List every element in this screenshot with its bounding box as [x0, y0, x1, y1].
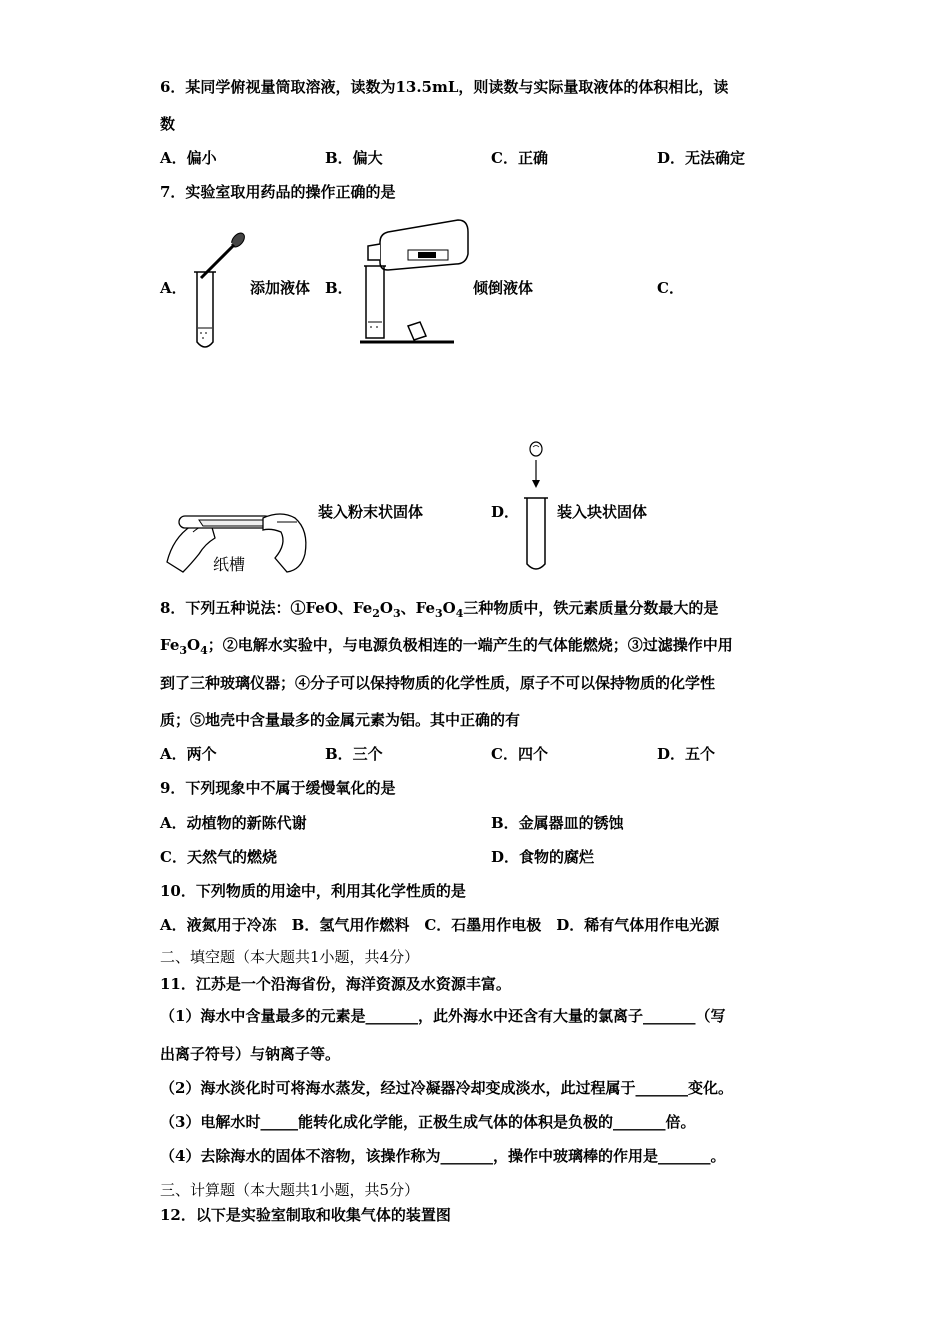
q7-caption-c: 装入粉末状固体	[318, 503, 424, 521]
q8-option-a: A．两个	[160, 745, 217, 763]
q7-label-d: D．	[491, 503, 520, 521]
q11-stem: 11．江苏是一个沿海省份，海洋资源及水资源丰富。	[160, 975, 511, 993]
section-3-heading: 三、计算题（本大题共1小题，共5分）	[160, 1181, 420, 1199]
q6-option-c: C．正确	[491, 149, 548, 167]
q11-part4: （4）去除海水的固体不溶物，该操作称为_______，操作中玻璃棒的作用是_______。	[160, 1147, 726, 1165]
q9-option-a: A．动植物的新陈代谢	[160, 814, 307, 832]
q8-stem-line2: $Fe_3O_4$；②电解水实验中，与电源负极相连的一端产生的气体能燃烧；③过滤操作中用	[160, 636, 733, 657]
q7-caption-a: 添加液体	[250, 279, 311, 297]
q10-options: A．液氮用于冷冻 B．氢气用作燃料 C．石墨用作电极 D．稀有气体用作电光源	[160, 916, 720, 934]
q7-stem: 7．实验室取用药品的操作正确的是	[160, 183, 396, 201]
q7-label-c: C．	[657, 279, 684, 297]
q8-option-c: C．四个	[491, 745, 548, 763]
q8-stem-line3: 到了三种玻璃仪器；④分子可以保持物质的化学性质，原子不可以保持物质的化学性	[160, 674, 716, 692]
paper-trough-label: 纸槽	[213, 555, 246, 574]
q7-label-b: B．	[325, 279, 353, 297]
q9-stem: 9．下列现象中不属于缓慢氧化的是	[160, 779, 396, 797]
q6-option-a: A．偏小	[160, 149, 217, 167]
q9-option-c: C．天然气的燃烧	[160, 848, 277, 866]
q6-stem-line2: 数	[160, 115, 176, 133]
q11-part3: （3）电解水时_____能转化成化学能，正极生成气体的体积是负极的_______倍。	[160, 1113, 696, 1131]
q7-caption-d: 装入块状固体	[557, 503, 648, 521]
q9-option-d: D．食物的腐烂	[491, 848, 595, 866]
q7-label-a: A．	[160, 279, 187, 297]
q8-stem-line1: 8．下列五种说法：①FeO、$Fe_2O_3$、$Fe_3O_4$三种物质中，铁元素质量分数最大的是	[160, 599, 719, 620]
q12-stem: 12．以下是实验室制取和收集气体的装置图	[160, 1206, 451, 1224]
q11-part1-line2: 出离子符号）与钠离子等。	[160, 1045, 341, 1063]
q8-stem-line4: 质；⑤地壳中含量最多的金属元素为铝。其中正确的有	[160, 711, 521, 729]
dropper-adding-liquid-figure	[188, 228, 250, 352]
q10-stem: 10．下列物质的用途中，利用其化学性质的是	[160, 882, 466, 900]
block-solid-test-tube-figure	[520, 440, 550, 576]
q9-option-b: B．金属器皿的锈蚀	[491, 814, 624, 832]
q11-part1-line1: （1）海水中含量最多的元素是_______，此外海水中还含有大量的氯离子_______（写	[160, 1007, 726, 1025]
q11-part2: （2）海水淡化时可将海水蒸发，经过冷凝器冷却变成淡水，此过程属于_______变化。	[160, 1079, 733, 1097]
section-2-heading: 二、填空题（本大题共1小题，共4分）	[160, 948, 420, 966]
q6-option-b: B．偏大	[325, 149, 383, 167]
q6-stem-line1: 6．某同学俯视量筒取溶液，读数为13.5mL，则读数与实际量取液体的体积相比，读	[160, 78, 729, 96]
q8-option-b: B．三个	[325, 745, 383, 763]
q8-option-d: D．五个	[657, 745, 716, 763]
q6-option-d: D．无法确定	[657, 149, 746, 167]
pouring-liquid-figure	[358, 214, 470, 350]
q7-caption-b: 倾倒液体	[473, 279, 534, 297]
